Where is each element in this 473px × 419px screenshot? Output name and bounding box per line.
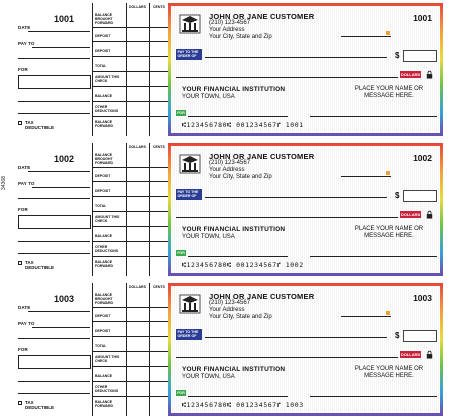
for-badge: FOR [177, 111, 185, 115]
stub-for-box[interactable] [18, 355, 91, 369]
payee-line[interactable] [205, 337, 387, 338]
amount-box[interactable] [403, 330, 437, 342]
stub-ledger [92, 143, 167, 276]
stub-for-label: FOR [18, 207, 28, 212]
check-number: 1003 [413, 293, 432, 303]
ledger-row-label: BALANCE [95, 234, 113, 238]
stub-for-box[interactable] [18, 75, 91, 89]
date-line[interactable] [341, 36, 391, 37]
pay-to-badge: PAY TO THE ORDER OF [176, 329, 202, 340]
stub-memo-line[interactable] [18, 101, 90, 102]
stub-date-line[interactable] [28, 31, 90, 32]
bank-name: YOUR FINANCIAL INSTITUTION [182, 86, 286, 93]
owner-city: Your City, State and Zip [209, 314, 272, 320]
stub-memo-line[interactable] [18, 241, 90, 242]
stub-for-label: FOR [18, 67, 28, 72]
tax-deductible-checkbox[interactable] [18, 401, 22, 405]
amount-words-line[interactable] [176, 217, 398, 218]
ledger-row-label: BALANCE FORWARD [95, 120, 114, 128]
ledger-row-label: AMOUNT THIS CHECK [95, 75, 120, 83]
memo-line[interactable] [188, 256, 288, 257]
ledger-row-label: BALANCE BROUGHT FORWARD [95, 153, 114, 165]
check-number: 1002 [413, 153, 432, 163]
stub-pay-to-line-2[interactable] [18, 58, 90, 59]
dollar-sign: $ [395, 51, 400, 60]
check-unit [0, 0, 473, 139]
check-unit [0, 280, 473, 419]
ledger-row-label: DEPOSIT [95, 329, 111, 333]
ledger-row-label: DEPOSIT [95, 314, 111, 318]
ledger-dollars-header: DOLLARS [129, 285, 146, 289]
ledger-row-label: DEPOSIT [95, 34, 111, 38]
stub-date-label: DATE [18, 165, 31, 170]
ledger-row-label: BALANCE FORWARD [95, 400, 114, 408]
ledger-row-label: OTHER DEDUCTIONS [95, 245, 119, 253]
message-line-1: PLACE YOUR NAME OR [354, 226, 424, 232]
lock-icon [425, 350, 434, 359]
message-line-2: MESSAGE HERE. [364, 93, 414, 99]
for-badge: FOR [177, 391, 185, 395]
dollars-badge: DOLLARS [400, 72, 421, 77]
micr-line: ⑆123456780⑆ 001234567⑈ 1001 [182, 121, 304, 129]
form-code: 34368 [1, 176, 7, 190]
account-owner: JOHN OR JANE CUSTOMER [209, 12, 315, 21]
bank-name: YOUR FINANCIAL INSTITUTION [182, 366, 286, 373]
stub-pay-to-label: PAY TO [18, 181, 35, 186]
account-owner: JOHN OR JANE CUSTOMER [209, 292, 315, 301]
eagle-logo-icon [178, 152, 202, 176]
stub-pay-to-line-2[interactable] [18, 338, 90, 339]
ledger-row-label: BALANCE BROUGHT FORWARD [95, 293, 114, 305]
stub-pay-to-line[interactable] [32, 187, 90, 188]
tax-deductible-checkbox[interactable] [18, 261, 22, 265]
bank-town: YOUR TOWN, USA [182, 234, 235, 240]
stub-date-line[interactable] [28, 171, 90, 172]
stub-pay-to-label: PAY TO [18, 41, 35, 46]
stub-memo-line-2[interactable] [18, 253, 90, 254]
micr-line: ⑆123456780⑆ 001234567⑈ 1003 [182, 401, 304, 409]
tax-deductible-label: TAX DEDUCTIBLE [25, 120, 54, 130]
pay-to-badge: PAY TO THE ORDER OF [176, 189, 202, 200]
ledger-row-label: AMOUNT THIS CHECK [95, 215, 120, 223]
eagle-logo-icon [178, 12, 202, 36]
check [168, 143, 443, 276]
stub-memo-line-2[interactable] [18, 113, 90, 114]
check-stub [14, 3, 167, 136]
signature-line[interactable] [310, 396, 437, 397]
ledger-row-label: DEPOSIT [95, 174, 111, 178]
account-owner: JOHN OR JANE CUSTOMER [209, 152, 315, 161]
stub-check-number: 1002 [54, 154, 75, 164]
for-badge: FOR [177, 251, 185, 255]
memo-line[interactable] [188, 396, 288, 397]
check-stub [14, 143, 167, 276]
owner-city: Your City, State and Zip [209, 174, 272, 180]
payee-line[interactable] [205, 197, 387, 198]
ledger-cents-header: CENTS [153, 285, 165, 289]
ledger-row-label: TOTAL [95, 344, 107, 348]
amount-words-line[interactable] [176, 357, 398, 358]
date-line[interactable] [341, 176, 391, 177]
owner-phone: (210) 123-4567 [209, 300, 251, 306]
ledger-dollars-header: DOLLARS [129, 5, 146, 9]
check [168, 283, 443, 416]
ledger-row-label: BALANCE FORWARD [95, 260, 114, 268]
date-mark [386, 31, 390, 35]
stub-date-line[interactable] [28, 311, 90, 312]
ledger-row-label: BALANCE BROUGHT FORWARD [95, 13, 114, 25]
date-line[interactable] [341, 316, 391, 317]
stub-ledger [92, 283, 167, 416]
stub-pay-to-label: PAY TO [18, 321, 35, 326]
message-line-1: PLACE YOUR NAME OR [354, 86, 424, 92]
bank-name: YOUR FINANCIAL INSTITUTION [182, 226, 286, 233]
stub-ledger [92, 3, 167, 136]
dollar-sign: $ [395, 191, 400, 200]
owner-city: Your City, State and Zip [209, 34, 272, 40]
stub-check-number: 1001 [54, 14, 75, 24]
eagle-logo-icon [178, 292, 202, 316]
check-unit [0, 140, 473, 279]
bank-town: YOUR TOWN, USA [182, 374, 235, 380]
tax-deductible-label: TAX DEDUCTIBLE [25, 260, 54, 270]
tax-deductible-label: TAX DEDUCTIBLE [25, 400, 54, 410]
ledger-row-label: TOTAL [95, 64, 107, 68]
signature-line[interactable] [310, 256, 437, 257]
lock-icon [425, 70, 434, 79]
amount-box[interactable] [403, 190, 437, 202]
message-line-2: MESSAGE HERE. [364, 373, 414, 379]
check-number: 1001 [413, 13, 432, 23]
ledger-dollars-header: DOLLARS [129, 145, 146, 149]
ledger-cents-header: CENTS [153, 145, 165, 149]
check [168, 3, 443, 136]
owner-address: Your Address [209, 307, 245, 313]
owner-address: Your Address [209, 167, 245, 173]
memo-line[interactable] [188, 116, 288, 117]
check-stub [14, 283, 167, 416]
lock-icon [425, 210, 434, 219]
stub-for-box[interactable] [18, 215, 91, 229]
tax-deductible-checkbox[interactable] [18, 121, 22, 125]
owner-address: Your Address [209, 27, 245, 33]
payee-line[interactable] [205, 57, 387, 58]
amount-box[interactable] [403, 50, 437, 62]
stub-memo-line[interactable] [18, 381, 90, 382]
dollars-badge: DOLLARS [400, 212, 421, 217]
amount-words-line[interactable] [176, 77, 398, 78]
stub-memo-line-2[interactable] [18, 393, 90, 394]
ledger-row-label: OTHER DEDUCTIONS [95, 385, 119, 393]
stub-date-label: DATE [18, 305, 31, 310]
date-mark [386, 311, 390, 315]
ledger-row-label: BALANCE [95, 94, 113, 98]
stub-date-label: DATE [18, 25, 31, 30]
stub-pay-to-line-2[interactable] [18, 198, 90, 199]
ledger-row-label: DEPOSIT [95, 49, 111, 53]
ledger-row-label: OTHER DEDUCTIONS [95, 105, 119, 113]
pay-to-badge: PAY TO THE ORDER OF [176, 49, 202, 60]
signature-line[interactable] [310, 116, 437, 117]
bank-town: YOUR TOWN, USA [182, 94, 235, 100]
message-line-1: PLACE YOUR NAME OR [354, 366, 424, 372]
stub-pay-to-line[interactable] [32, 47, 90, 48]
ledger-cents-header: CENTS [153, 5, 165, 9]
ledger-row-label: DEPOSIT [95, 189, 111, 193]
ledger-row-label: TOTAL [95, 204, 107, 208]
stub-for-label: FOR [18, 347, 28, 352]
owner-phone: (210) 123-4567 [209, 20, 251, 26]
stub-pay-to-line[interactable] [32, 327, 90, 328]
date-mark [386, 171, 390, 175]
message-line-2: MESSAGE HERE. [364, 233, 414, 239]
dollar-sign: $ [395, 331, 400, 340]
ledger-row-label: BALANCE [95, 374, 113, 378]
stub-check-number: 1003 [54, 294, 75, 304]
owner-phone: (210) 123-4567 [209, 160, 251, 166]
micr-line: ⑆123456780⑆ 001234567⑈ 1002 [182, 261, 304, 269]
dollars-badge: DOLLARS [400, 352, 421, 357]
ledger-row-label: AMOUNT THIS CHECK [95, 355, 120, 363]
